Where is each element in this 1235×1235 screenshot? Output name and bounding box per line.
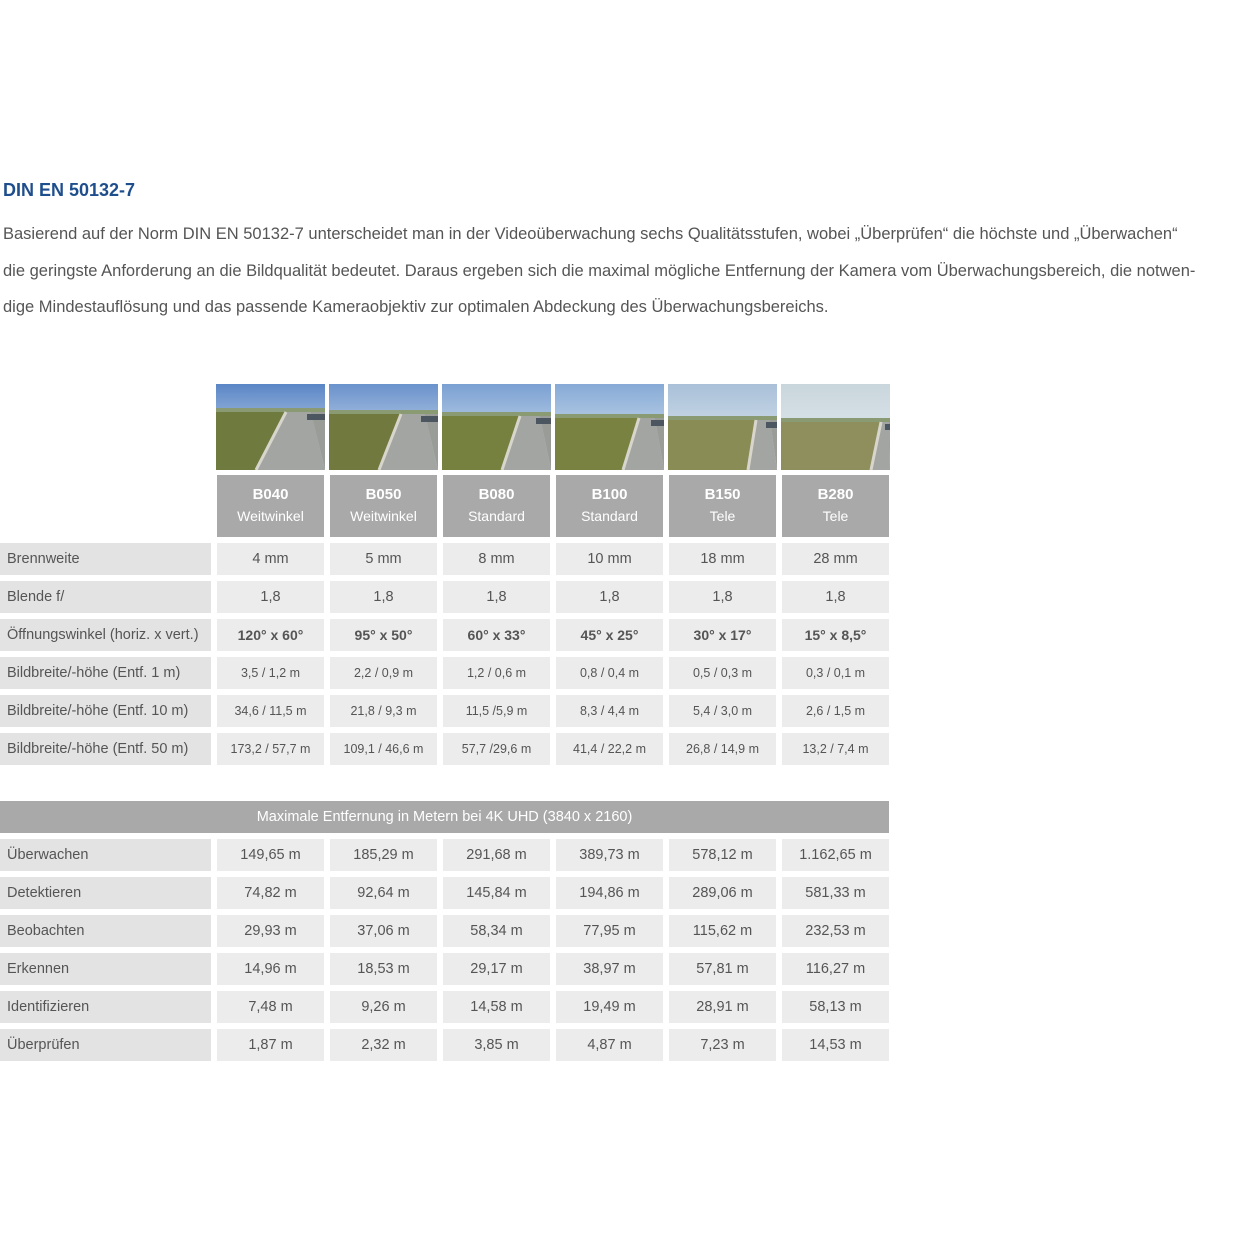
lens-type: Tele — [709, 508, 736, 524]
distance-row — [0, 991, 889, 1023]
table-cell: 5,4 / 3,0 m — [669, 695, 776, 727]
table-cell: 1,2 / 0,6 m — [443, 657, 550, 689]
table-cell: 3,5 / 1,2 m — [217, 657, 324, 689]
table-cell: 18,53 m — [330, 953, 437, 985]
row-label: Bildbreite/-höhe (Entf. 10 m) — [0, 695, 211, 727]
distance-row — [0, 915, 889, 947]
spec-row — [0, 657, 889, 689]
table-cell: 109,1 / 46,6 m — [330, 733, 437, 765]
table-cell: 1,87 m — [217, 1029, 324, 1061]
spec-row — [0, 619, 889, 651]
page-title: DIN EN 50132-7 — [3, 180, 136, 200]
table-cell: 29,17 m — [443, 953, 550, 985]
table-cell: 74,82 m — [217, 877, 324, 909]
table-cell: 4 mm — [217, 543, 324, 575]
table-cell: 30° x 17° — [669, 619, 776, 651]
model-code: B280 — [817, 486, 854, 503]
spec-row — [0, 733, 889, 765]
model-code: B100 — [591, 486, 628, 503]
table-cell: 8 mm — [443, 543, 550, 575]
table-cell: 14,96 m — [217, 953, 324, 985]
row-label: Bildbreite/-höhe (Entf. 50 m) — [0, 733, 211, 765]
row-label: Blende f/ — [0, 581, 211, 613]
table-cell: 10 mm — [556, 543, 663, 575]
table-cell: 7,48 m — [217, 991, 324, 1023]
distance-row — [0, 1029, 889, 1061]
road-standard-photo — [555, 384, 664, 470]
table-cell: 194,86 m — [556, 877, 663, 909]
table-cell: 1,8 — [443, 581, 550, 613]
table-cell: 77,95 m — [556, 915, 663, 947]
distance-banner: Maximale Entfernung in Metern bei 4K UHD (3840 x 2160) — [0, 801, 889, 833]
table-cell: 38,97 m — [556, 953, 663, 985]
road-tele-photo — [781, 384, 890, 470]
table-cell: 28 mm — [782, 543, 889, 575]
model-code: B050 — [365, 486, 402, 503]
table-cell: 58,34 m — [443, 915, 550, 947]
table-cell: 149,65 m — [217, 839, 324, 871]
row-label: Überwachen — [0, 839, 211, 871]
row-label: Beobachten — [0, 915, 211, 947]
table-cell: 18 mm — [669, 543, 776, 575]
model-header-b050 — [330, 475, 437, 537]
model-code: B040 — [252, 486, 289, 503]
table-cell: 28,91 m — [669, 991, 776, 1023]
table-cell: 9,26 m — [330, 991, 437, 1023]
table-cell: 1,8 — [556, 581, 663, 613]
table-cell: 37,06 m — [330, 915, 437, 947]
table-cell: 1,8 — [669, 581, 776, 613]
table-cell: 21,8 / 9,3 m — [330, 695, 437, 727]
table-cell: 95° x 50° — [330, 619, 437, 651]
intro-line: dige Mindestauflösung und das passende Kameraobjektiv zur optimalen Abdeckung des Überwachungsbereichs. — [3, 298, 829, 316]
table-cell: 19,49 m — [556, 991, 663, 1023]
table-cell: 92,64 m — [330, 877, 437, 909]
row-label: Identifizieren — [0, 991, 211, 1023]
row-label: Detektieren — [0, 877, 211, 909]
table-cell: 0,3 / 0,1 m — [782, 657, 889, 689]
table-cell: 34,6 / 11,5 m — [217, 695, 324, 727]
row-label: Erkennen — [0, 953, 211, 985]
intro-line: die geringste Anforderung an die Bildqualität bedeutet. Daraus ergeben sich die maximal mögliche Entfernung der Kamera vom Überwachungsbereich, die notwen- — [3, 261, 1196, 280]
road-tele-photo — [668, 384, 777, 470]
model-header-b100 — [556, 475, 663, 537]
row-label: Überprüfen — [0, 1029, 211, 1061]
row-label: Öffnungswinkel (horiz. x vert.) — [0, 619, 211, 651]
table-cell: 289,06 m — [669, 877, 776, 909]
road-wide-photo — [329, 384, 438, 470]
table-cell: 115,62 m — [669, 915, 776, 947]
table-cell: 13,2 / 7,4 m — [782, 733, 889, 765]
spec-row — [0, 695, 889, 727]
table-cell: 0,5 / 0,3 m — [669, 657, 776, 689]
table-cell: 232,53 m — [782, 915, 889, 947]
table-cell: 15° x 8,5° — [782, 619, 889, 651]
spec-row — [0, 581, 889, 613]
distance-row — [0, 839, 889, 871]
row-label: Brennweite — [0, 543, 211, 575]
table-cell: 2,2 / 0,9 m — [330, 657, 437, 689]
intro-line: Basierend auf der Norm DIN EN 50132-7 unterscheidet man in der Videoüberwachung sechs Qualitätsstufen, wobei „Überprüfen“ die höchste und „Überwachen“ — [3, 225, 1178, 243]
lens-type: Standard — [581, 508, 638, 524]
model-code: B080 — [478, 486, 515, 503]
table-cell: 14,58 m — [443, 991, 550, 1023]
table-cell: 29,93 m — [217, 915, 324, 947]
lens-type: Weitwinkel — [350, 508, 417, 524]
table-cell: 7,23 m — [669, 1029, 776, 1061]
table-cell: 41,4 / 22,2 m — [556, 733, 663, 765]
distance-row — [0, 877, 889, 909]
row-label: Bildbreite/-höhe (Entf. 1 m) — [0, 657, 211, 689]
model-header-b280 — [782, 475, 889, 537]
table-cell: 185,29 m — [330, 839, 437, 871]
table-cell: 58,13 m — [782, 991, 889, 1023]
table-cell: 8,3 / 4,4 m — [556, 695, 663, 727]
table-cell: 60° x 33° — [443, 619, 550, 651]
table-cell: 2,6 / 1,5 m — [782, 695, 889, 727]
model-header-b150 — [669, 475, 776, 537]
table-cell: 45° x 25° — [556, 619, 663, 651]
table-cell: 11,5 /5,9 m — [443, 695, 550, 727]
table-cell: 1,8 — [217, 581, 324, 613]
table-cell: 116,27 m — [782, 953, 889, 985]
model-header-b040 — [217, 475, 324, 537]
table-cell: 120° x 60° — [217, 619, 324, 651]
table-cell: 389,73 m — [556, 839, 663, 871]
table-cell: 57,7 /29,6 m — [443, 733, 550, 765]
table-cell: 1,8 — [330, 581, 437, 613]
model-header-b080 — [443, 475, 550, 537]
table-cell: 3,85 m — [443, 1029, 550, 1061]
distance-row — [0, 953, 889, 985]
table-cell: 2,32 m — [330, 1029, 437, 1061]
table-cell: 173,2 / 57,7 m — [217, 733, 324, 765]
lens-type: Weitwinkel — [237, 508, 304, 524]
lens-type: Standard — [468, 508, 525, 524]
intro-paragraph — [3, 216, 1235, 326]
table-cell: 291,68 m — [443, 839, 550, 871]
table-cell: 14,53 m — [782, 1029, 889, 1061]
model-code: B150 — [704, 486, 741, 503]
table-cell: 57,81 m — [669, 953, 776, 985]
table-cell: 1.162,65 m — [782, 839, 889, 871]
table-cell: 581,33 m — [782, 877, 889, 909]
table-cell: 0,8 / 0,4 m — [556, 657, 663, 689]
lens-type: Tele — [822, 508, 849, 524]
table-cell: 145,84 m — [443, 877, 550, 909]
spec-row — [0, 543, 889, 575]
table-cell: 1,8 — [782, 581, 889, 613]
table-cell: 26,8 / 14,9 m — [669, 733, 776, 765]
table-cell: 4,87 m — [556, 1029, 663, 1061]
road-wide-photo — [216, 384, 325, 470]
table-cell: 578,12 m — [669, 839, 776, 871]
road-standard-photo — [442, 384, 551, 470]
table-cell: 5 mm — [330, 543, 437, 575]
